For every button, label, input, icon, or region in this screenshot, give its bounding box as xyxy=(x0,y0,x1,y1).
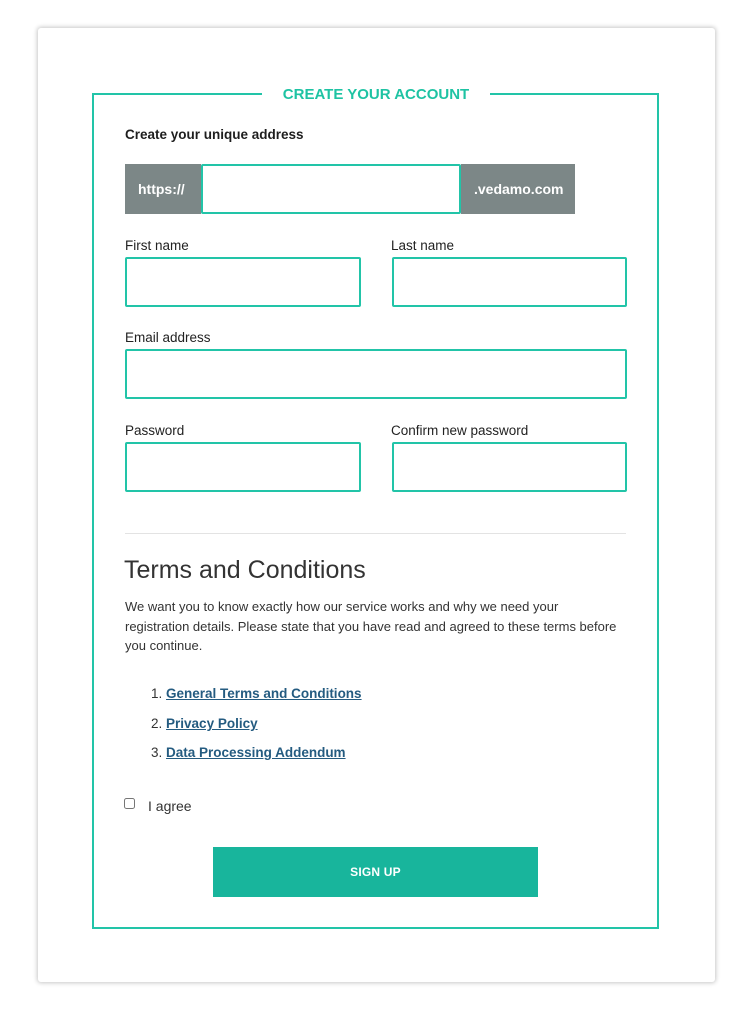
general-terms-link[interactable]: General Terms and Conditions xyxy=(166,686,362,701)
agree-label[interactable]: I agree xyxy=(148,798,192,814)
last-name-label: Last name xyxy=(391,238,455,253)
section-divider xyxy=(125,533,626,534)
terms-description: We want you to know exactly how our service works and why we need your registration details. Please state that you have read and agreed to these terms before you continue. xyxy=(125,599,617,653)
email-input[interactable] xyxy=(125,349,627,399)
first-name-input[interactable] xyxy=(125,257,361,307)
terms-title: Terms and Conditions xyxy=(124,556,366,584)
first-name-label: First name xyxy=(125,238,189,253)
agree-checkbox[interactable] xyxy=(124,798,135,809)
data-processing-addendum-link[interactable]: Data Processing Addendum xyxy=(166,745,346,760)
list-number: 1. xyxy=(151,686,163,701)
confirm-password-label: Confirm new password xyxy=(391,423,529,438)
terms-list-item xyxy=(151,745,346,760)
form-title: CREATE YOUR ACCOUNT xyxy=(262,86,490,104)
list-number: 3. xyxy=(151,745,163,760)
password-label: Password xyxy=(125,423,185,438)
last-name-input[interactable] xyxy=(392,257,627,307)
sign-up-button[interactable]: SIGN UP xyxy=(213,847,538,897)
terms-list-item xyxy=(151,686,362,701)
address-suffix: .vedamo.com xyxy=(461,164,575,214)
address-label: Create your unique address xyxy=(125,127,304,142)
privacy-policy-link[interactable]: Privacy Policy xyxy=(166,716,258,731)
email-label: Email address xyxy=(125,330,211,345)
list-number: 2. xyxy=(151,716,163,731)
confirm-password-input[interactable] xyxy=(392,442,627,492)
password-input[interactable] xyxy=(125,442,361,492)
terms-list-item xyxy=(151,716,258,731)
address-prefix: https:// xyxy=(125,164,201,214)
address-input[interactable] xyxy=(201,164,461,214)
